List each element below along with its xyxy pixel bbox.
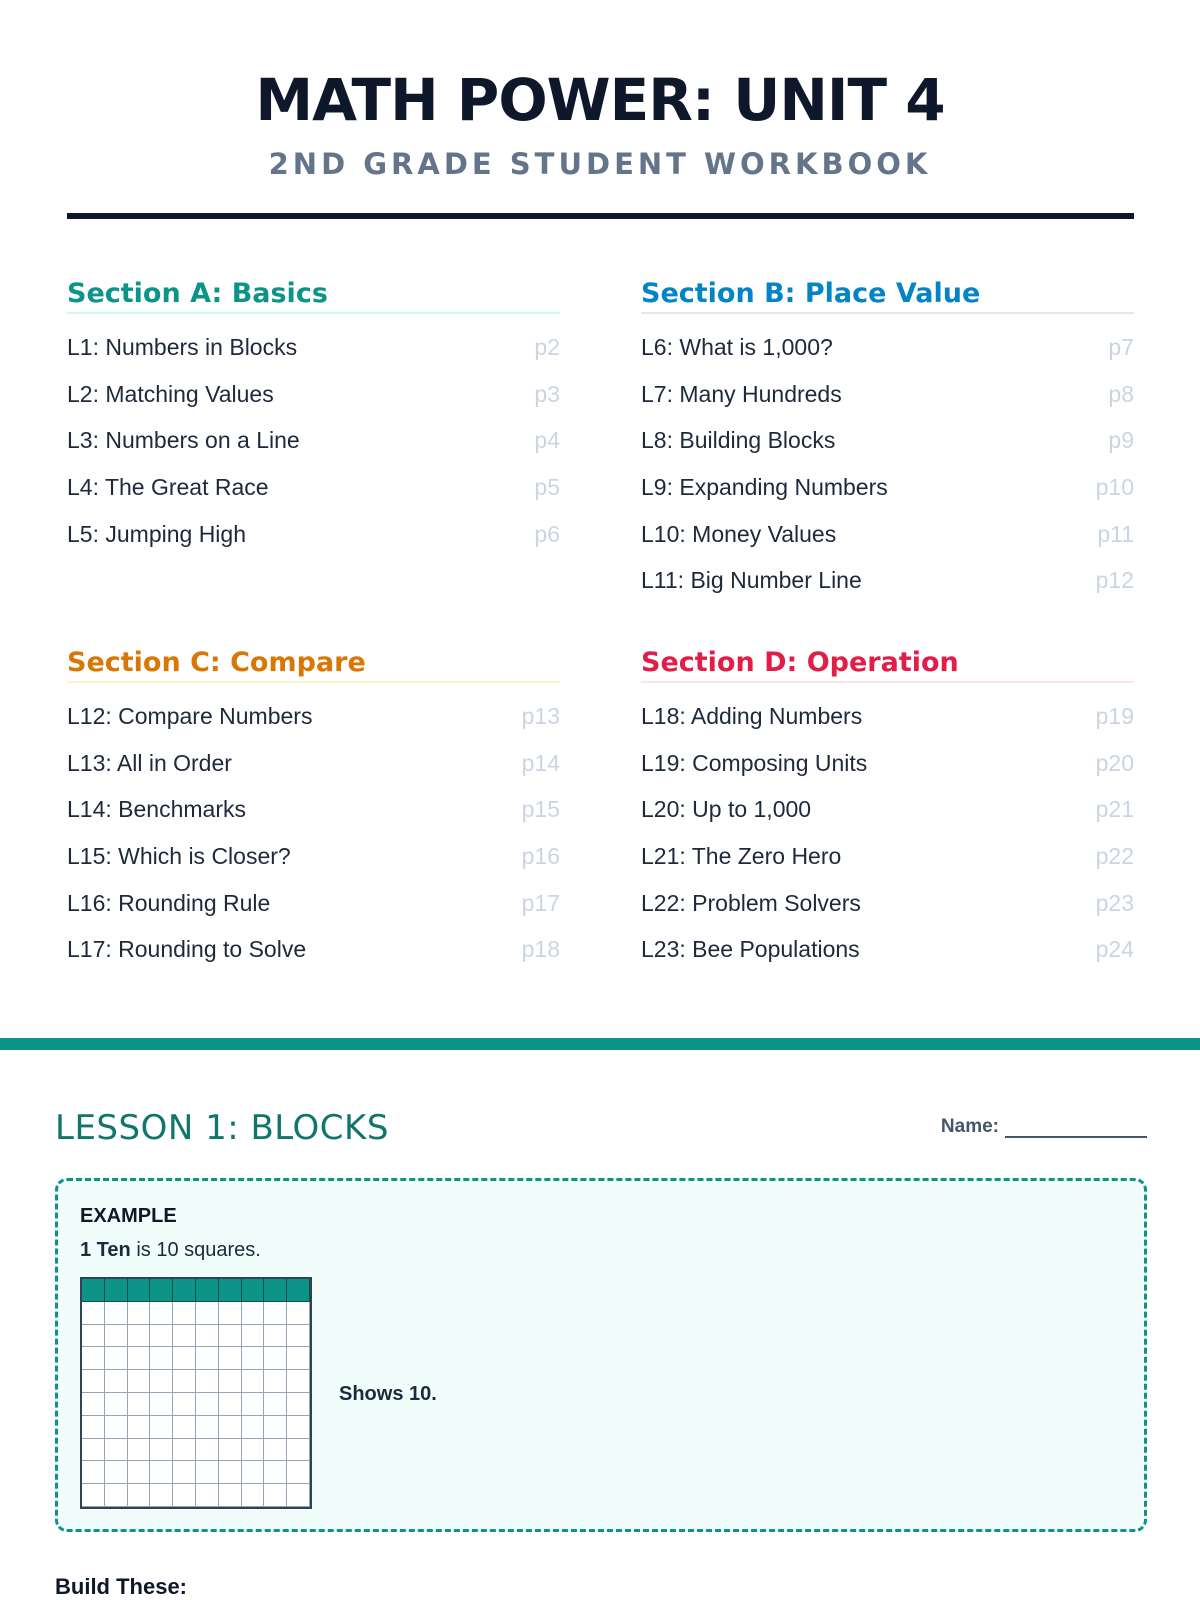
lesson-row xyxy=(641,371,1134,418)
empty-square xyxy=(219,1302,242,1325)
lesson-page-number: p23 xyxy=(1095,889,1134,916)
section-title: Section C: Compare xyxy=(67,645,560,683)
lesson-row xyxy=(641,511,1134,558)
empty-square xyxy=(105,1302,128,1325)
lesson-row xyxy=(67,417,560,464)
lesson-name: L7: Many Hundreds xyxy=(641,380,842,407)
lesson-row xyxy=(67,926,560,973)
empty-square xyxy=(287,1484,310,1507)
lesson-row xyxy=(641,557,1134,604)
empty-square xyxy=(242,1393,265,1416)
empty-square xyxy=(82,1325,105,1348)
empty-square xyxy=(150,1393,173,1416)
empty-square xyxy=(287,1347,310,1370)
empty-square xyxy=(150,1302,173,1325)
lesson-row xyxy=(641,693,1134,740)
empty-square xyxy=(264,1484,287,1507)
lesson-page-number: p17 xyxy=(521,889,560,916)
empty-square xyxy=(242,1439,265,1462)
lesson-page-number: p21 xyxy=(1095,796,1134,823)
empty-square xyxy=(242,1325,265,1348)
lesson-name: L6: What is 1,000? xyxy=(641,333,833,360)
empty-square xyxy=(105,1416,128,1439)
empty-square xyxy=(82,1439,105,1462)
empty-square xyxy=(105,1461,128,1484)
lesson-name: L19: Composing Units xyxy=(641,749,868,776)
lesson-row xyxy=(67,880,560,927)
empty-square xyxy=(242,1484,265,1507)
empty-square xyxy=(219,1461,242,1484)
empty-square xyxy=(219,1484,242,1507)
section-band xyxy=(0,1038,1200,1050)
empty-square xyxy=(242,1416,265,1439)
empty-square xyxy=(105,1439,128,1462)
filled-square xyxy=(196,1279,219,1302)
filled-square xyxy=(264,1279,287,1302)
lesson-name: L22: Problem Solvers xyxy=(641,889,861,916)
lesson-page-number: p9 xyxy=(1108,427,1134,454)
name-field[interactable] xyxy=(941,1116,1147,1138)
lesson-page-number: p18 xyxy=(521,936,560,963)
lesson-row xyxy=(641,417,1134,464)
build-these-heading: Build These: xyxy=(55,1574,188,1599)
empty-square xyxy=(219,1370,242,1393)
empty-square xyxy=(196,1484,219,1507)
empty-square xyxy=(150,1461,173,1484)
lesson-page-number: p6 xyxy=(534,520,560,547)
lesson-name: L5: Jumping High xyxy=(67,520,246,547)
empty-square xyxy=(264,1325,287,1348)
empty-square xyxy=(173,1461,196,1484)
empty-square xyxy=(105,1325,128,1348)
empty-square xyxy=(196,1370,219,1393)
empty-square xyxy=(82,1370,105,1393)
empty-square xyxy=(173,1347,196,1370)
lesson-row xyxy=(67,511,560,558)
empty-square xyxy=(196,1325,219,1348)
lesson-row xyxy=(641,833,1134,880)
lesson-page-number: p5 xyxy=(534,473,560,500)
empty-square xyxy=(128,1325,151,1348)
empty-square xyxy=(287,1439,310,1462)
lesson-page-number: p20 xyxy=(1095,749,1134,776)
lesson-row xyxy=(641,464,1134,511)
lesson-page-number: p22 xyxy=(1095,842,1134,869)
empty-square xyxy=(264,1461,287,1484)
lesson-page-number: p7 xyxy=(1108,333,1134,360)
workbook-title: MATH POWER: UNIT 4 xyxy=(255,66,945,134)
empty-square xyxy=(264,1393,287,1416)
lesson-page-number: p24 xyxy=(1095,936,1134,963)
empty-square xyxy=(264,1416,287,1439)
empty-square xyxy=(128,1461,151,1484)
lesson-name: L9: Expanding Numbers xyxy=(641,473,888,500)
lesson-row xyxy=(641,740,1134,787)
lesson-page-number: p16 xyxy=(521,842,560,869)
empty-square xyxy=(128,1393,151,1416)
empty-square xyxy=(150,1370,173,1393)
empty-square xyxy=(82,1461,105,1484)
empty-square xyxy=(196,1302,219,1325)
empty-square xyxy=(287,1393,310,1416)
empty-square xyxy=(128,1302,151,1325)
filled-square xyxy=(242,1279,265,1302)
lesson-title: LESSON 1: BLOCKS xyxy=(55,1108,389,1148)
empty-square xyxy=(196,1461,219,1484)
lesson-page-number: p8 xyxy=(1108,380,1134,407)
lesson-name: L10: Money Values xyxy=(641,520,837,547)
lesson-page-number: p10 xyxy=(1095,473,1134,500)
empty-square xyxy=(287,1370,310,1393)
empty-square xyxy=(196,1347,219,1370)
empty-square xyxy=(128,1370,151,1393)
lesson-name: L21: The Zero Hero xyxy=(641,842,842,869)
lesson-row xyxy=(67,464,560,511)
section-a xyxy=(67,276,560,557)
empty-square xyxy=(128,1439,151,1462)
empty-square xyxy=(242,1347,265,1370)
example-text xyxy=(80,1239,261,1262)
lesson-name: L17: Rounding to Solve xyxy=(67,936,307,963)
lesson-name: L20: Up to 1,000 xyxy=(641,796,812,823)
empty-square xyxy=(219,1325,242,1348)
empty-square xyxy=(82,1393,105,1416)
lesson-name: L11: Big Number Line xyxy=(641,567,862,594)
lesson-page-number: p19 xyxy=(1095,702,1134,729)
lesson-page-number: p15 xyxy=(521,796,560,823)
lesson-row xyxy=(641,786,1134,833)
lesson-page-number: p4 xyxy=(534,427,560,454)
empty-square xyxy=(128,1484,151,1507)
lesson-name: L16: Rounding Rule xyxy=(67,889,271,916)
empty-square xyxy=(196,1416,219,1439)
empty-square xyxy=(287,1416,310,1439)
empty-square xyxy=(105,1393,128,1416)
empty-square xyxy=(242,1461,265,1484)
filled-square xyxy=(173,1279,196,1302)
empty-square xyxy=(82,1347,105,1370)
shows-label: Shows 10. xyxy=(339,1383,437,1405)
name-label: Name: xyxy=(940,1116,999,1137)
filled-square xyxy=(150,1279,173,1302)
empty-square xyxy=(105,1484,128,1507)
empty-square xyxy=(150,1484,173,1507)
empty-square xyxy=(128,1416,151,1439)
lesson-row xyxy=(67,371,560,418)
empty-square xyxy=(173,1484,196,1507)
empty-square xyxy=(264,1439,287,1462)
empty-square xyxy=(264,1302,287,1325)
filled-square xyxy=(219,1279,242,1302)
lesson-page-number: p13 xyxy=(521,702,560,729)
empty-square xyxy=(128,1347,151,1370)
filled-square xyxy=(128,1279,151,1302)
empty-square xyxy=(264,1370,287,1393)
example-label: EXAMPLE xyxy=(80,1205,177,1227)
empty-square xyxy=(150,1347,173,1370)
empty-square xyxy=(173,1416,196,1439)
section-c xyxy=(67,645,560,973)
lesson-name: L4: The Great Race xyxy=(67,473,269,500)
filled-square xyxy=(287,1279,310,1302)
example-rest-text: is 10 squares. xyxy=(130,1239,261,1261)
lesson-name: L2: Matching Values xyxy=(67,380,274,407)
lesson-name: L23: Bee Populations xyxy=(641,936,860,963)
header-divider xyxy=(67,213,1134,219)
empty-square xyxy=(219,1347,242,1370)
lesson-list xyxy=(67,693,560,973)
workbook-subtitle: 2ND GRADE STUDENT WORKBOOK xyxy=(268,147,932,181)
section-title: Section A: Basics xyxy=(67,276,560,314)
empty-square xyxy=(173,1302,196,1325)
lesson-page-number: p14 xyxy=(521,749,560,776)
lesson-name: L12: Compare Numbers xyxy=(67,702,313,729)
example-bold-text: 1 Ten xyxy=(80,1239,131,1261)
empty-square xyxy=(105,1370,128,1393)
lesson-name: L8: Building Blocks xyxy=(641,427,836,454)
section-b xyxy=(641,276,1134,604)
filled-square xyxy=(105,1279,128,1302)
lesson-row xyxy=(67,693,560,740)
name-blank-line[interactable] xyxy=(1005,1118,1147,1138)
lesson-row xyxy=(67,740,560,787)
empty-square xyxy=(264,1347,287,1370)
lesson-page-number: p3 xyxy=(534,380,560,407)
lesson-row xyxy=(67,786,560,833)
empty-square xyxy=(242,1302,265,1325)
section-title: Section D: Operation xyxy=(641,645,1134,683)
empty-square xyxy=(82,1302,105,1325)
lesson-page-number: p2 xyxy=(534,333,560,360)
empty-square xyxy=(173,1370,196,1393)
empty-square xyxy=(173,1439,196,1462)
lesson-row xyxy=(67,833,560,880)
lesson-list xyxy=(67,324,560,557)
empty-square xyxy=(150,1325,173,1348)
empty-square xyxy=(287,1302,310,1325)
empty-square xyxy=(105,1347,128,1370)
lesson-name: L14: Benchmarks xyxy=(67,796,246,823)
lesson-name: L18: Adding Numbers xyxy=(641,702,863,729)
empty-square xyxy=(219,1439,242,1462)
empty-square xyxy=(287,1325,310,1348)
lesson-page-number: p11 xyxy=(1097,520,1134,547)
lesson-page-number: p12 xyxy=(1095,567,1134,594)
empty-square xyxy=(196,1439,219,1462)
lesson-row xyxy=(67,324,560,371)
empty-square xyxy=(173,1325,196,1348)
empty-square xyxy=(196,1393,219,1416)
lesson-row xyxy=(641,880,1134,927)
lesson-name: L15: Which is Closer? xyxy=(67,842,291,869)
section-d xyxy=(641,645,1134,973)
empty-square xyxy=(242,1370,265,1393)
empty-square xyxy=(82,1416,105,1439)
section-title: Section B: Place Value xyxy=(641,276,1134,314)
empty-square xyxy=(219,1393,242,1416)
empty-square xyxy=(287,1461,310,1484)
empty-square xyxy=(150,1439,173,1462)
lesson-name: L3: Numbers on a Line xyxy=(67,427,300,454)
empty-square xyxy=(173,1393,196,1416)
example-box xyxy=(55,1178,1147,1532)
empty-square xyxy=(219,1416,242,1439)
lesson-name: L13: All in Order xyxy=(67,749,232,776)
lesson-list xyxy=(641,324,1134,604)
empty-square xyxy=(150,1416,173,1439)
hundred-grid xyxy=(80,1277,312,1509)
lesson-row xyxy=(641,324,1134,371)
empty-square xyxy=(82,1484,105,1507)
filled-square xyxy=(82,1279,105,1302)
lesson-list xyxy=(641,693,1134,973)
lesson-row xyxy=(641,926,1134,973)
lesson-name: L1: Numbers in Blocks xyxy=(67,333,298,360)
